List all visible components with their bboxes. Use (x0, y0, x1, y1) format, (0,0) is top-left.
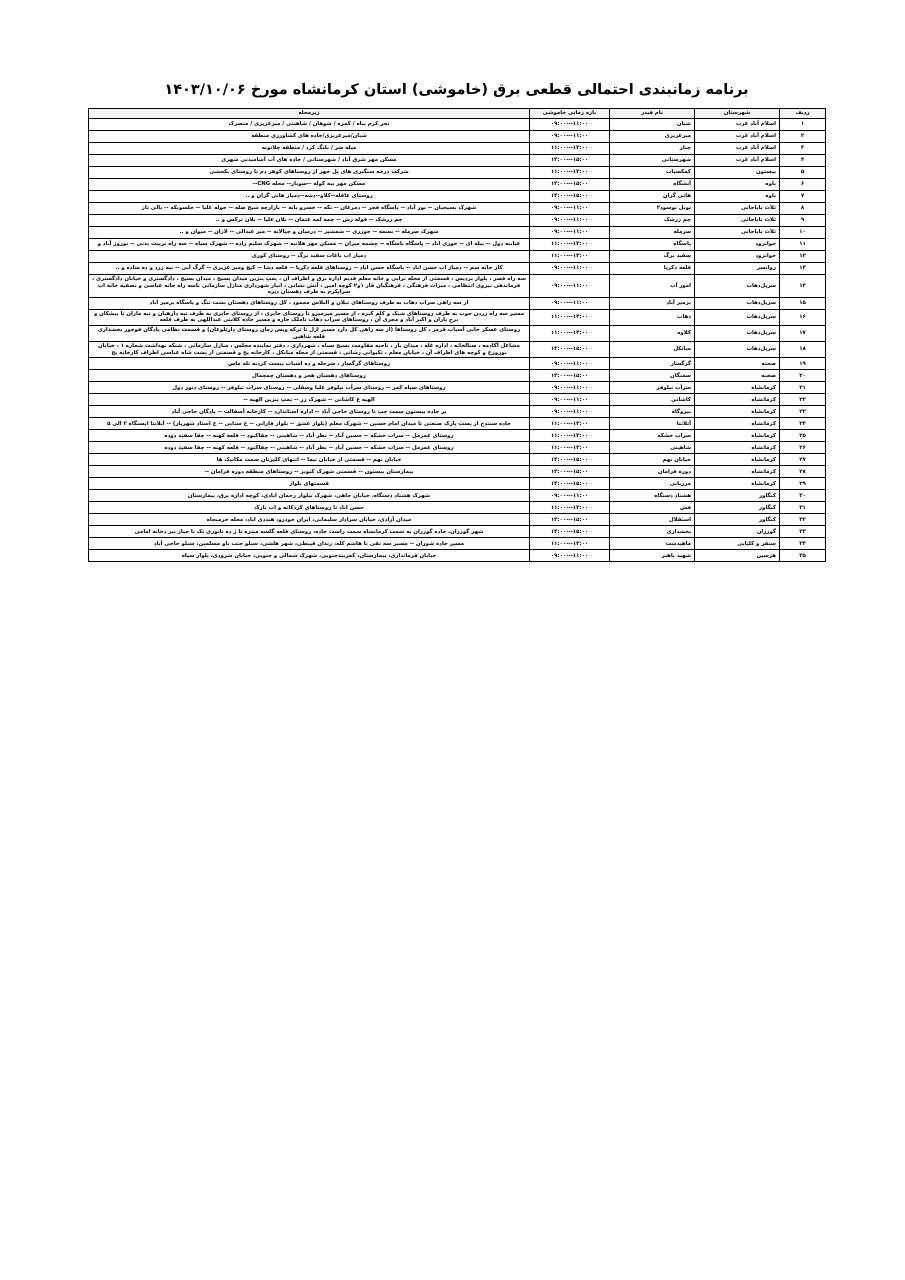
neighborhood-cell: مسیر جاده شوران -- مسیر سه تقی تا هاشم کله، زندان قیبطی، شهر هلشی، سیلو جنب ناو مسلمین، سیلو حاجی آباد (89, 538, 530, 550)
city-cell: جوانرود (695, 251, 780, 263)
row-number: ۴ (780, 155, 826, 167)
outage-time-cell: ۱۱:۰۰---۱۳:۰۰ (530, 538, 610, 550)
outage-time-cell: ۱۱:۰۰---۱۳:۰۰ (530, 309, 610, 325)
row-number: ۸ (780, 203, 826, 215)
neighborhood-cell: روستای عمرمل -- سراب خشکه -- حسین آباد -- نظر آباد -- شاهینی -- چقاکبود -- قلعه کهنه -- چقا سفید دوده (89, 430, 530, 442)
feeder-cell: شهرستانی (610, 155, 695, 167)
neighborhood-cell: روستای عاقله--کلاو--دشه--دمیاز هانی گران و .. (89, 191, 530, 203)
table-row (89, 263, 826, 275)
table-row (89, 227, 826, 239)
table-row (89, 342, 826, 358)
outage-time-cell: ۰۹:۰۰---۱۱:۰۰ (530, 394, 610, 406)
neighborhood-cell: مسیر سه راه زردن جوب به طرف روستاهای شبک و کلم کبره ، از مسیر میرمیرو تا روستای جابری ، از روستای جابری به طرف نیه دارهیان و نیه ماران تا بیشکان و برج یاران و اکبر آباد و مجری آن ، روستاهای سراب ذهاب تاملک حاره و مسیر جاده کلانتی عبداللهی به طرف قلعه (89, 309, 530, 325)
outage-time-cell: ۰۹:۰۰---۱۱:۰۰ (530, 203, 610, 215)
row-number: ۶ (780, 179, 826, 191)
city-cell: اسلام آباد غرب (695, 155, 780, 167)
city-cell: باوه (695, 191, 780, 203)
row-number: ۱۹ (780, 358, 826, 370)
table-row (89, 526, 826, 538)
outage-time-cell: ۰۹:۰۰---۱۱:۰۰ (530, 275, 610, 298)
city-cell: سرپل‌ذهاب (695, 309, 780, 325)
feeder-cell: هشتاد دستگاه (610, 490, 695, 502)
feeder-cell: بزمیر آباد (610, 297, 695, 309)
outage-time-cell: ۱۱:۰۰---۱۳:۰۰ (530, 430, 610, 442)
neighborhood-cell: حسن اباد تا روستاهای کرذکانه و اب بارک (89, 502, 530, 514)
table-row (89, 191, 826, 203)
row-number: ۱۸ (780, 342, 826, 358)
outage-time-cell: ۰۹:۰۰---۱۱:۰۰ (530, 382, 610, 394)
city-cell: ثلاث باباجانی (695, 227, 780, 239)
city-cell: صحنه (695, 370, 780, 382)
row-number: ۳۵ (780, 550, 826, 562)
city-cell: ثلاث باباجانی (695, 203, 780, 215)
outage-time-cell: ۱۳:۰۰---۱۵:۰۰ (530, 478, 610, 490)
table-row (89, 550, 826, 562)
row-number: ۱۴ (780, 275, 826, 298)
table-row (89, 370, 826, 382)
row-number: ۱۱ (780, 239, 826, 251)
city-cell: کرمانشاه (695, 394, 780, 406)
outage-time-cell: ۰۹:۰۰---۱۱:۰۰ (530, 119, 610, 131)
neighborhood-cell: از سه راهی سراب ذهاب به طرف روستاهای تیلان و البلاس محمود ، کل روستاهای دهستان بشت تنگ و پاسگاه بزمیر آباد (89, 297, 530, 309)
row-number: ۳۰ (780, 490, 826, 502)
row-number: ۲۱ (780, 382, 826, 394)
neighborhood-cell: سه راه قصر ، بلوار بردیس ، قسمتی از محله ترابی و خانه معلم قدیم اداره برق و اطراف آن ، پمپ بنزین میدان بسیج ، میدان بسیج ، دادگستری و خیابان دادگستری ، فرماندهی نیروی انتظامی ، میراث فرهنگی ، فرهنگیان فاز ۱و۲ کوچه امین ، آتش نشانی ، انبار شهرداری منازل سازمانی ناسه راه خانه عباسی و تصفیه خانه اب سراپکرم به طرف دهستان دیره (89, 275, 530, 298)
city-cell: جوانرود (695, 239, 780, 251)
header-city: شهرستان (695, 109, 780, 119)
neighborhood-cell: شرکت درجه سنگبری های پل جهر از روستاهای کوهر دم تا روستای بکحشی (89, 167, 530, 179)
outage-time-cell: ۱۳:۰۰---۱۵:۰۰ (530, 155, 610, 167)
city-cell: بیستون (695, 167, 780, 179)
feeder-cell: مرزبانی (610, 478, 695, 490)
city-cell: کنگاور (695, 514, 780, 526)
row-number: ۱۰ (780, 227, 826, 239)
feeder-cell: میرعزیزی (610, 131, 695, 143)
header-row-number: ردیف (780, 109, 826, 119)
feeder-cell: مبانکل (610, 342, 695, 358)
neighborhood-cell: مسکن مهر نیه کوله --سوبار-- محله CNG-- (89, 179, 530, 191)
row-number: ۱۳ (780, 263, 826, 275)
feeder-cell: کمکسیاب (610, 167, 695, 179)
table-row (89, 203, 826, 215)
city-cell: کنگاور (695, 502, 780, 514)
row-number: ۲ (780, 131, 826, 143)
feeder-cell: چم زرشک (610, 215, 695, 227)
outage-time-cell: ۱۳:۰۰---۱۵:۰۰ (530, 342, 610, 358)
neighborhood-cell: میدان آزادی، خیابان سرادار سلیمانی، ایران خودرو، هنددی اباد، محله خرمنجاه (89, 514, 530, 526)
neighborhood-cell: مسکن مهر شرق آباد / شهرستانی / جاده های آب آشامیدنی شهری (89, 155, 530, 167)
table-row (89, 454, 826, 466)
table-row (89, 466, 826, 478)
city-cell: سرپل‌ذهاب (695, 275, 780, 298)
feeder-cell: شاهینی (610, 442, 695, 454)
row-number: ۳۲ (780, 514, 826, 526)
row-number: ۲۸ (780, 466, 826, 478)
outage-time-cell: ۱۳:۰۰---۱۵:۰۰ (530, 514, 610, 526)
table-header-row (89, 109, 826, 119)
neighborhood-cell: خیابان نهم -- قسمتی از خیابان نیما -- انتهای کلیزتان سمت مکانیک ها (89, 454, 530, 466)
outage-time-cell: ۰۹:۰۰---۱۱:۰۰ (530, 297, 610, 309)
table-row (89, 297, 826, 309)
neighborhood-cell: کار خانه سم -- دمیاز اب حسن اباد -- پاسگاه حسن اباد -- روستاهای قلعه ذکریا -- قلعه دشا -- کیچ ومیر عزیزی -- گرگ آبی -- نیه زرد و ده ساده و .. (89, 263, 530, 275)
table-row (89, 406, 826, 418)
city-cell: کرمانشاه (695, 418, 780, 430)
outage-time-cell: ۰۹:۰۰---۱۱:۰۰ (530, 358, 610, 370)
neighborhood-cell: عبابنه دول -- بیله ای -- حوری اباد -- پاسگاه باسگاه -- چشمه میران -- مسکن مهر هلانیه -- شهرک سلیم زاده -- شهرک سیاه -- سه راه تربیت بدنی -- نوروز آباد و (89, 239, 530, 251)
feeder-cell: هانی گران (610, 191, 695, 203)
outage-time-cell: ۱۳:۰۰---۱۵:۰۰ (530, 179, 610, 191)
feeder-cell: سمنگان (610, 370, 695, 382)
row-number: ۱۷ (780, 325, 826, 341)
feeder-cell: کاشانی (610, 394, 695, 406)
neighborhood-cell: قسمتهای بلوار (89, 478, 530, 490)
outage-time-cell: ۰۹:۰۰---۱۱:۰۰ (530, 550, 610, 562)
table-row (89, 131, 826, 143)
row-number: ۲۰ (780, 370, 826, 382)
row-number: ۷ (780, 191, 826, 203)
row-number: ۲۶ (780, 442, 826, 454)
feeder-cell: آتشگاه (610, 179, 695, 191)
neighborhood-cell: الهیه ع کاشانی -- شهرک رز -- پمپ بنزین الهیه -- (89, 394, 530, 406)
row-number: ۵ (780, 167, 826, 179)
neighborhood-cell: روستای عسکر خانی آسیاب قرمز ، کل روستاها (از سه راهی کل دارد مسیر اژل تا ترکه ویس زمان روستای دارتلوعان) و قسمت نظامی یادگان فوجور پخشداری قلعه شاهین (89, 325, 530, 341)
table-row (89, 143, 826, 155)
city-cell: باوه (695, 179, 780, 191)
feeder-cell: سرمله (610, 227, 695, 239)
feeder-cell: استقلال (610, 514, 695, 526)
feeder-cell: نیروگاه (610, 406, 695, 418)
city-cell: صحنه (695, 358, 780, 370)
outage-time-cell: ۱۳:۰۰---۱۵:۰۰ (530, 370, 610, 382)
neighborhood-cell: روستاهای سیاه کمر -- روستای سرآب نیلوفر علیا وسفلی -- روستای سراب نیلوفر -- روستای دنور دول (89, 382, 530, 394)
table-row (89, 309, 826, 325)
page-title: برنامه زمانبندی احتمالی قطعی برق (خاموشی) استان کرمانشاه مورخ ۱۴۰۳/۱۰/۰۶ (164, 82, 749, 98)
city-cell: سرپل‌ذهاب (695, 342, 780, 358)
neighborhood-cell: بیمارستان بیستون -- قسمتی شهرک کیوبز -- روستاهای منطقه دوره فرامان -- (89, 466, 530, 478)
outage-time-cell: ۰۹:۰۰---۱۱:۰۰ (530, 263, 610, 275)
outage-time-cell: ۱۱:۰۰---۱۳:۰۰ (530, 143, 610, 155)
row-number: ۲۵ (780, 430, 826, 442)
table-row (89, 502, 826, 514)
outage-time-cell: ۱۱:۰۰---۱۳:۰۰ (530, 325, 610, 341)
outage-time-cell: ۱۱:۰۰---۱۳:۰۰ (530, 442, 610, 454)
table-row (89, 490, 826, 502)
outage-time-cell: ۱۳:۰۰---۱۵:۰۰ (530, 526, 610, 538)
city-cell: ثلاث باباجانی (695, 215, 780, 227)
feeder-cell: گرگسار (610, 358, 695, 370)
table-row (89, 514, 826, 526)
header-outage-time: بازه زمانی خاموشی (530, 109, 610, 119)
header-feeder: نام فیدر (610, 109, 695, 119)
row-number: ۲۳ (780, 406, 826, 418)
outage-time-cell: ۰۹:۰۰---۱۱:۰۰ (530, 406, 610, 418)
outage-time-cell: ۱۱:۰۰---۱۳:۰۰ (530, 167, 610, 179)
neighborhood-cell: روستاهای گرگسار ، سرحله و ده اسباب بیست کردنه تله ماس (89, 358, 530, 370)
table-row (89, 179, 826, 191)
neighborhood-cell: جاده سنندج از پست پارک صنعتی تا میدان امام حسین -- شهرک معلم (بلوار عشق -- بلوار فارابی -- خ سنایی -- خ استاد شهریار) -- آتلانتا ایستگاه ۲ الی ۵ (89, 418, 530, 430)
neighborhood-cell: خیابان فرمانداری، بیمارستان، کمربندجنوبی، شهرک شمالی و جنوبی، خیابان شرودی، بلوار سپاه (89, 550, 530, 562)
row-number: ۳۴ (780, 538, 826, 550)
city-cell: اسلام آباد غرب (695, 143, 780, 155)
row-number: ۲۲ (780, 394, 826, 406)
feeder-cell: سفید برگ (610, 251, 695, 263)
feeder-cell: ذهاب (610, 309, 695, 325)
feeder-cell: شبان (610, 119, 695, 131)
city-cell: کرمانشاه (695, 454, 780, 466)
outage-time-cell: ۱۳:۰۰---۱۵:۰۰ (530, 466, 610, 478)
header-neighborhood: زیرمحله (89, 109, 530, 119)
feeder-cell: قلعه ذکریا (610, 263, 695, 275)
outage-time-cell: ۰۹:۰۰---۱۱:۰۰ (530, 215, 610, 227)
neighborhood-cell: بر جاده بیستون سمت چپ تا روستای حاجی آباد -- اداره استاندارد -- کارخانه آسفالت -- پادگان حاجی آباد (89, 406, 530, 418)
row-number: ۱۵ (780, 297, 826, 309)
table-row (89, 275, 826, 298)
neighborhood-cell: شبان/میرعزیزی/جاده های کشاورزی منطقه (89, 131, 530, 143)
row-number: ۲۹ (780, 478, 826, 490)
outage-time-cell: ۱۳:۰۰---۱۵:۰۰ (530, 454, 610, 466)
neighborhood-cell: میله سر / بلنگ کرد / منطقه چلاتونه (89, 143, 530, 155)
neighborhood-cell: شهرک هشتاد دستگاه، خیابان جاهی، شهرک بیلوار رحمان ایادی، کوچه اداره برق، بیمارستان (89, 490, 530, 502)
table-row (89, 382, 826, 394)
table-row (89, 325, 826, 341)
feeder-cell: پخشداری (610, 526, 695, 538)
table-row (89, 538, 826, 550)
city-cell: روانسر (695, 263, 780, 275)
table-row (89, 358, 826, 370)
outage-time-cell: ۱۱:۰۰---۱۳:۰۰ (530, 418, 610, 430)
outage-time-cell: ۱۳:۰۰---۱۵:۰۰ (530, 191, 610, 203)
city-cell: هرسین (695, 550, 780, 562)
city-cell: کرمانشاه (695, 430, 780, 442)
feeder-cell: کلاوه (610, 325, 695, 341)
feeder-cell: خیابان نهم (610, 454, 695, 466)
neighborhood-cell: مشاغل آکادمه ، صنالخانه ، اداره غله ، میدان بار ، ناحیه مقاومت بسیج سپاه ، شهرداری ، دفتر نماینده مجلس ، منازل سازمانی ، شبکه بهداشت شماره ۱ ، خیابان نوروزخ و کوچه های اطراف آن ، خیابان معلم ، تکیوابی رشانی ، قسمتی از محله مبانکل ، کارخانه یخ و قسمتی از پشت شاه عباسی اطراف کارخانه یخ (89, 342, 530, 358)
row-number: ۹ (780, 215, 826, 227)
row-number: ۳ (780, 143, 826, 155)
neighborhood-cell: شهر گوزران، جاده گوزران به سمت کرمانشاه سمت راست جاده، روستای قلعه گلسه منتره تا ژ ده تانوری تک تا جیاز بیر دخانه امامی (89, 526, 530, 538)
feeder-cell: چنار (610, 143, 695, 155)
city-cell: کرمانشاه (695, 406, 780, 418)
city-cell: کنگاور (695, 490, 780, 502)
table-row (89, 167, 826, 179)
feeder-cell: سراب خشکه (610, 430, 695, 442)
feeder-cell: پاسگاه (610, 239, 695, 251)
city-cell: اسلام آباد غرب (695, 119, 780, 131)
outage-time-cell: ۰۹:۰۰---۱۱:۰۰ (530, 227, 610, 239)
table-row (89, 478, 826, 490)
feeder-cell: تونل نوسود۲ (610, 203, 695, 215)
outage-time-cell: ۰۹:۰۰---۱۱:۰۰ (530, 131, 610, 143)
city-cell: کرمانشاه (695, 382, 780, 394)
feeder-cell: ماهیدشت (610, 538, 695, 550)
neighborhood-cell: روستای عمرمل -- سراب خشکه -- حسین آباد -- نظر آباد -- شاهینی -- چقاکبود -- قلعه کهنه -- چقا سفید دوده (89, 442, 530, 454)
row-number: ۱۶ (780, 309, 826, 325)
table-row (89, 155, 826, 167)
table-row (89, 215, 826, 227)
table-row (89, 251, 826, 263)
feeder-cell: آتلانتا (610, 418, 695, 430)
city-cell: کرمانشاه (695, 478, 780, 490)
row-number: ۲۴ (780, 418, 826, 430)
neighborhood-cell: روستاهای دهستان هجر و دهستان چمچمال (89, 370, 530, 382)
row-number: ۳۱ (780, 502, 826, 514)
outage-time-cell: ۰۹:۰۰---۱۱:۰۰ (530, 490, 610, 502)
feeder-cell: امور آب (610, 275, 695, 298)
table-row (89, 239, 826, 251)
table-row (89, 394, 826, 406)
outage-time-cell: ۱۱:۰۰---۱۳:۰۰ (530, 502, 610, 514)
outage-schedule-table (88, 108, 826, 562)
table-row (89, 430, 826, 442)
table-row (89, 442, 826, 454)
table-row (89, 119, 826, 131)
city-cell: سرپل‌ذهاب (695, 297, 780, 309)
outage-time-cell: ۱۱:۰۰---۱۳:۰۰ (530, 239, 610, 251)
row-number: ۱۲ (780, 251, 826, 263)
feeder-cell: فش (610, 502, 695, 514)
city-cell: کرمانشاه (695, 466, 780, 478)
city-cell: گوزران (695, 526, 780, 538)
feeder-cell: دوره فرامان (610, 466, 695, 478)
feeder-cell: شهید باهنر (610, 550, 695, 562)
row-number: ۳۳ (780, 526, 826, 538)
neighborhood-cell: نجر کرم بناه / کمره / شوهان / شاهینی / میرعزیزی / منصرک (89, 119, 530, 131)
outage-time-cell: ۱۱:۰۰---۱۳:۰۰ (530, 251, 610, 263)
city-cell: سنقر و کلیایی (695, 538, 780, 550)
neighborhood-cell: شهرک بسیجیان -- نور آباد -- پاسگاه فجر -- دمرغان -- تکه -- خسرو بانه -- بازارچه شیخ صله -- حوله علیا -- جلسونکه -- بالی تاز (89, 203, 530, 215)
neighborhood-cell: چم زرشک -- قوله رش -- چمه لمه عثمان -- بلان علیا -- بلان ترکس و .. (89, 215, 530, 227)
table-row (89, 418, 826, 430)
neighborhood-cell: دمیاز اب باغات سفید برگ -- روستای کوری (89, 251, 530, 263)
row-number: ۲۷ (780, 454, 826, 466)
row-number: ۱ (780, 119, 826, 131)
city-cell: اسلام آباد غرب (695, 131, 780, 143)
feeder-cell: سرآب نیلوفر (610, 382, 695, 394)
neighborhood-cell: شهرک سرمله -- نسمه -- جوززی -- شمشیر -- درمیان و چیالانه -- میر عبدالی -- لازان -- میوان و .. (89, 227, 530, 239)
city-cell: سرپل‌ذهاب (695, 325, 780, 341)
city-cell: کرمانشاه (695, 442, 780, 454)
